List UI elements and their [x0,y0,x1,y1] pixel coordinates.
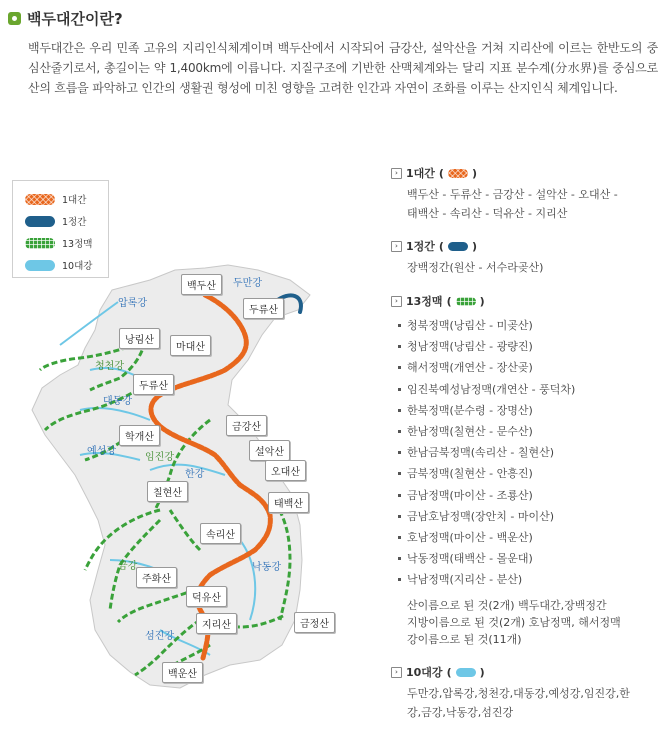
list-item: 임진북예성남정맥(개연산 - 풍덕차) [398,379,575,400]
bullet-icon [398,536,401,539]
list-item: 낙남정맥(지리산 - 분산) [398,569,575,590]
mountain-label: 학개산 [119,425,160,446]
river-label: 금강 [118,561,138,572]
legend-item-jeongmaek: 13정맥 [25,233,108,253]
mountain-label: 마대산 [170,335,211,356]
mountain-label: 설악산 [249,440,290,461]
mountain-label: 덕유산 [186,586,227,607]
mountain-label: 주화산 [136,567,177,588]
bullet-icon [398,451,401,454]
legend-item-rivers: 10대강 [25,255,108,275]
river-label: 대동강 [103,396,132,407]
daegan-swatch-icon [25,194,55,205]
bullet-icon [398,430,401,433]
bullet-icon [398,366,401,369]
section-daegan: › 1대간 ( ) [391,165,477,181]
river-label: 두만강 [233,278,262,289]
river-label: 압록강 [118,298,147,309]
rivers-text-1: 두만강,압록강,청천강,대동강,예성강,임진강,한 [407,687,630,700]
list-item: 낙동정맥(태백산 - 몰운대) [398,548,575,569]
bullet-icon [398,472,401,475]
mountain-label: 금강산 [226,415,267,436]
jeonggan-text: 장백정간(원산 - 서수라곶산) [407,261,544,274]
rivers-text-2: 강,금강,낙동강,섬진강 [407,706,514,719]
mountain-label: 낭림산 [119,328,160,349]
mountain-label: 속리산 [200,523,241,544]
mountain-label: 금정산 [294,612,335,633]
arrow-right-icon: › [391,667,402,678]
river-label: 청천강 [95,361,124,372]
list-item: 호남정맥(마이산 - 백운산) [398,527,575,548]
mountain-label: 두류산 [243,298,284,319]
daegan-swatch-icon [448,169,468,178]
page-title [8,8,123,29]
arrow-right-icon: › [391,168,402,179]
jeongmaek-swatch-icon [25,238,55,249]
bullet-icon [398,557,401,560]
arrow-right-icon: › [391,296,402,307]
bullet-icon [398,345,401,348]
river-label: 한강 [185,469,205,480]
list-item: 한북정맥(분수령 - 장명산) [398,400,575,421]
intro-paragraph: 백두대간은 우리 민족 고유의 지리인식체계이며 백두산에서 시작되어 금강산, 설악산을 거쳐 지리산에 이르는 한반도의 중심산줄기로서, 총길이는 약 1,400km에 이릅니다. 지질구조에 기반한 산맥체계와는 달리 지표 분수계(分水界)를 중심으로 산의 흐름을 파악하고 인간의 생활권 형성에 미친 영향을 고려한 인간과 자연이 조화를 이루는 산지인식 체계입니다. [28,41,658,95]
section-jeongmaek: › 13정맥 ( ) [391,293,485,309]
bullet-icon [398,578,401,581]
mountain-label: 태백산 [268,492,309,513]
bullet-icon [398,409,401,412]
list-item: 청북정맥(낭림산 - 미곶산) [398,315,575,336]
section-jeonggan: › 1정간 ( ) [391,238,477,254]
mountain-label: 지리산 [196,613,237,634]
list-item: 해서정맥(개연산 - 장산곶) [398,357,575,378]
mountain-label: 오대산 [265,460,306,481]
river-label: 예성강 [87,446,116,457]
bullet-icon [398,324,401,327]
list-item: 청남정맥(낭림산 - 광량진) [398,336,575,357]
mountain-label: 칠현산 [147,481,188,502]
legend-item-daegan: 1대간 [25,189,108,209]
section-rivers: › 10대강 ( ) [391,664,485,680]
jeonggan-swatch-icon [25,216,55,227]
list-item: 금북정맥(칠현산 - 안흥진) [398,463,575,484]
list-item: 금남호남정맥(장안치 - 마이산) [398,506,575,527]
mountain-label: 백두산 [181,274,222,295]
jeongmaek-list [398,315,575,590]
legend-item-jeonggan: 1정간 [25,211,108,231]
daegan-text-2: 태백산 - 속리산 - 덕유산 - 지리산 [407,207,568,220]
river-label: 임진강 [145,452,174,463]
title-bullet-icon [8,12,21,25]
baekdudaegan-map [0,260,370,730]
jeongmaek-notes: 산이름으로 된 것(2개) 백두대간,장백정간 지방이름으로 된 것(2개) 호남정맥, 해서정맥 강이름으로 된 것(11개) [407,599,621,646]
daegan-text-1: 백두산 - 두류산 - 금강산 - 설악산 - 오대산 - [407,188,618,201]
bullet-icon [398,494,401,497]
bullet-icon [398,388,401,391]
list-item: 한남정맥(칠현산 - 문수산) [398,421,575,442]
mountain-label: 백운산 [162,662,203,683]
mountain-label: 두류산 [133,374,174,395]
jeonggan-swatch-icon [448,242,468,251]
jeongmaek-swatch-icon [456,297,476,306]
page-title-text: 백두대간이란? [27,10,123,28]
bullet-icon [398,515,401,518]
arrow-right-icon: › [391,241,402,252]
river-label: 섬진강 [145,631,174,642]
list-item: 한남금북정맥(속리산 - 칠현산) [398,442,575,463]
rivers-swatch-icon [456,668,476,677]
river-label: 낙동강 [252,562,281,573]
list-item: 금남정맥(마이산 - 조룡산) [398,485,575,506]
